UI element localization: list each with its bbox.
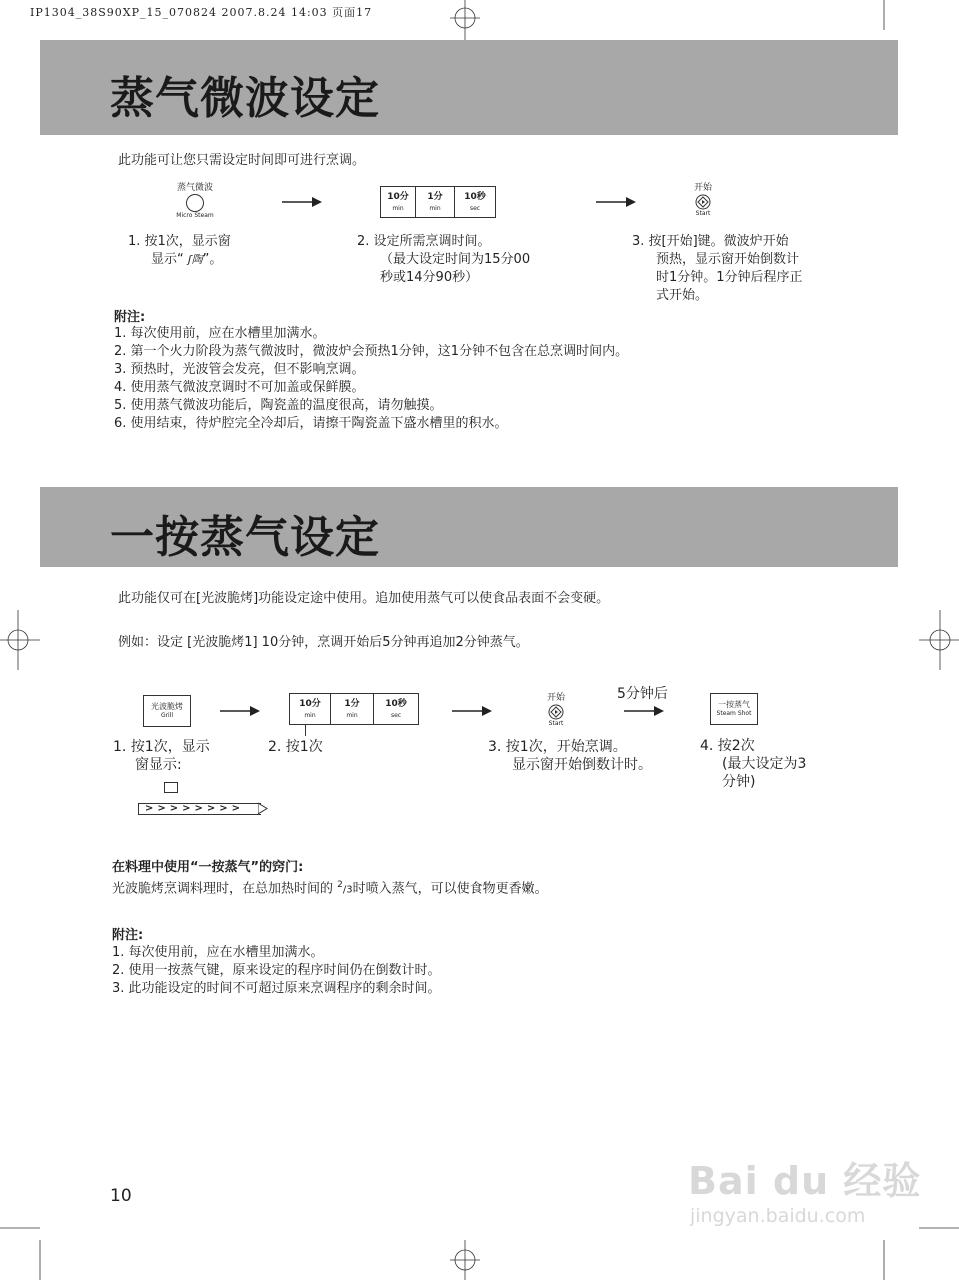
start-sublabel: Start <box>548 720 564 727</box>
grill-button[interactable] <box>143 695 191 727</box>
page-number: 10 <box>110 1186 132 1206</box>
grill-display-icon <box>164 782 178 793</box>
start-icon <box>695 194 711 210</box>
progress-arrow-tip <box>258 802 268 815</box>
steam-shot-label: 一按蒸气 <box>718 700 750 709</box>
section2-title-band <box>40 487 898 567</box>
time-keys-2 <box>289 693 419 725</box>
section1-notes <box>114 325 628 433</box>
arrow-right-icon <box>452 704 492 718</box>
fraction-denominator: /3 <box>342 884 353 896</box>
section1-title: 蒸气微波设定 <box>110 73 380 124</box>
arrow-right-icon <box>596 195 636 209</box>
micro-steam-sublabel: Micro Steam <box>176 212 214 219</box>
baidu-watermark-url: jingyan.baidu.com <box>690 1205 866 1227</box>
start-label: 开始 <box>546 693 565 703</box>
fraction-numerator: 2 <box>337 880 343 890</box>
micro-steam-button[interactable] <box>170 180 220 219</box>
start-sublabel: Start <box>695 210 711 217</box>
list-item: 2. 第一个火力阶段为蒸气微波时，微波炉会预热1分钟，这1分钟不包含在总烹调时间内。 <box>114 344 629 359</box>
start-button-1[interactable] <box>685 180 721 217</box>
baidu-watermark-logo: Bai du 经验 <box>688 1159 922 1203</box>
arrow-right-icon <box>282 195 322 209</box>
section1-intro: 此功能可让您只需设定时间即可进行烹调。 <box>118 153 366 168</box>
section2-example: 例如：设定 [光波脆烤1] 10分钟，烹调开始后5分钟再追加2分钟蒸气。 <box>118 635 529 650</box>
start-icon <box>548 704 564 720</box>
section1-title-band <box>40 40 898 135</box>
file-info: IP1304_38S90XP_15_070824 2007.8.24 14:03 页面17 <box>30 6 373 19</box>
section2-step2: 2. 按1次 <box>268 739 323 755</box>
after-5min-label: 5分钟后 <box>617 686 668 702</box>
arrow-right-icon <box>624 704 664 718</box>
list-item: 2. 使用一按蒸气键，原来设定的程序时间仍在倒数计时。 <box>112 963 441 978</box>
section2-title: 一按蒸气设定 <box>110 512 380 563</box>
steam-shot-button[interactable] <box>710 693 758 725</box>
section1-step3: 3. 按[开始]键。微波炉开始 预热，显示窗开始倒数计 时1分钟。1分钟后程序正 式开始。 <box>632 234 803 303</box>
key-10sec[interactable]: 10秒 sec <box>464 192 486 212</box>
section2-step3: 3. 按1次，开始烹调。 显示窗开始倒数计时。 <box>488 739 652 773</box>
steam-display-icon: ʃ陶 <box>187 253 203 266</box>
list-item: 1. 每次使用前，应在水槽里加满水。 <box>112 945 324 960</box>
key-10min[interactable]: 10分 min <box>381 187 416 217</box>
arrow-right-icon <box>220 704 260 718</box>
key-1min[interactable]: 1分 min <box>331 694 374 724</box>
start-label: 开始 <box>693 183 712 193</box>
time-keys-1 <box>380 186 496 218</box>
section2-notes-title: 附注: <box>112 928 144 943</box>
section2-step4: 4. 按2次 (最大设定为3 分钟) <box>700 738 807 790</box>
section2-intro: 此功能仅可在[光波脆烤]功能设定途中使用。追加使用蒸气可以使食品表面不会变硬。 <box>118 591 610 606</box>
list-item: 1. 每次使用前，应在水槽里加满水。 <box>114 326 326 341</box>
section1-notes-title: 附注: <box>114 310 146 325</box>
section2-step1: 1. 按1次，显示 窗显示: <box>113 739 210 773</box>
list-item: 5. 使用蒸气微波功能后，陶瓷盖的温度很高，请勿触摸。 <box>114 398 443 413</box>
section1-step1: 1. 按1次，显示窗 显示“ ʃ陶”。 <box>128 234 231 267</box>
key-pointer-line <box>305 724 306 736</box>
list-item: 4. 使用蒸气微波烹调时不可加盖或保鲜膜。 <box>114 380 365 395</box>
circle-button-icon <box>186 194 204 212</box>
key-10min[interactable]: 10分 min <box>290 694 331 724</box>
start-button-2[interactable] <box>538 690 574 727</box>
section1-step2: 2. 设定所需烹调时间。 （最大设定时间为15分00 秒或14分90秒） <box>357 234 531 285</box>
tip-text: 光波脆烤烹调料理时，在总加热时间的 $^2$/3时喷入蒸气，可以使食物更香嫩。 <box>112 880 548 897</box>
progress-display: >>>>>>>> <box>138 803 261 815</box>
list-item: 3. 此功能设定的时间不可超过原来烹调程序的剩余时间。 <box>112 981 441 996</box>
grill-label: 光波脆烤 <box>151 702 183 711</box>
micro-steam-label: 蒸气微波 <box>176 183 213 193</box>
key-10sec[interactable]: 10秒 sec <box>385 699 407 719</box>
tip-title: 在料理中使用“一按蒸气”的窍门: <box>112 860 304 875</box>
grill-sublabel: Grill <box>160 712 174 719</box>
key-1min[interactable]: 1分 min <box>416 187 455 217</box>
list-item: 6. 使用结束，待炉腔完全冷却后，请擦干陶瓷盖下盛水槽里的积水。 <box>114 416 508 431</box>
list-item: 3. 预热时，光波管会发亮，但不影响烹调。 <box>114 362 365 377</box>
section2-notes <box>112 944 441 998</box>
steam-shot-sublabel: Steam Shot <box>716 710 752 717</box>
